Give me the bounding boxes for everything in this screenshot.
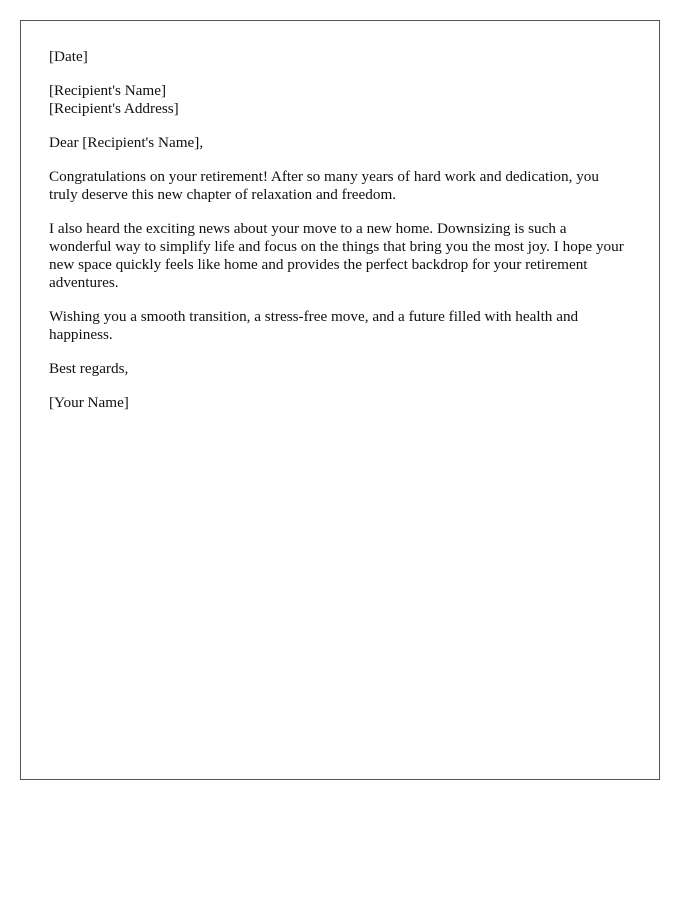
body-paragraph-1: Congratulations on your retirement! After so many years of hard work and dedication, you truly deserve this new chapter of relaxation and freedom. <box>49 168 599 203</box>
recipient-block <box>49 82 631 118</box>
recipient-name: [Recipient's Name] <box>49 82 167 99</box>
date-block <box>49 48 631 66</box>
letter-page <box>20 20 660 780</box>
body-paragraph-3: Wishing you a smooth transition, a stress-free move, and a future filled with health and happiness. <box>49 308 579 343</box>
letter-date: [Date] <box>49 48 88 65</box>
body-paragraph-2: I also heard the exciting news about your move to a new home. Downsizing is such a wonderful way to simplify life and focus on the things that bring you the most joy. I hope your new space quickly feels like home and provides the perfect backdrop for your retirement adventures. <box>49 220 624 291</box>
closing: Best regards, <box>49 360 129 377</box>
salutation: Dear [Recipient's Name], <box>49 134 204 151</box>
signature: [Your Name] <box>49 394 129 411</box>
recipient-address: [Recipient's Address] <box>49 100 179 117</box>
